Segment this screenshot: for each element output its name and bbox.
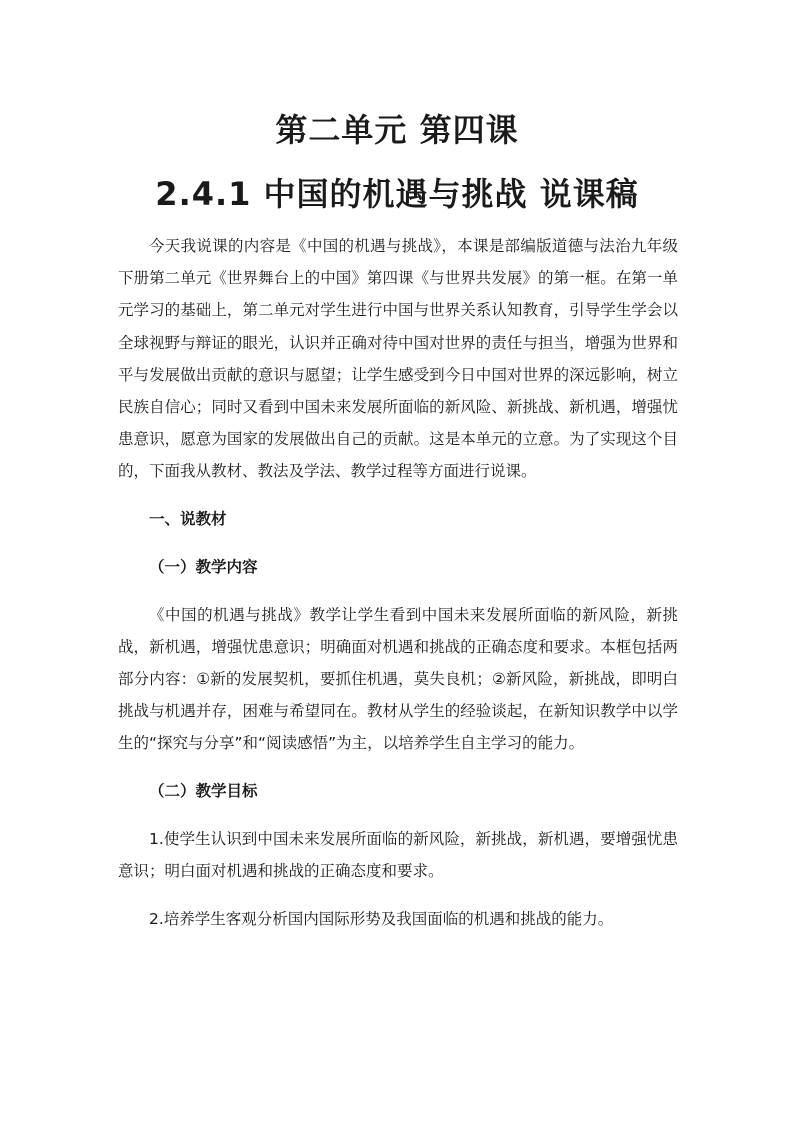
goal-item-2: 2.培养学生客观分析国内国际形势及我国面临的机遇和挑战的能力。 — [149, 909, 614, 928]
document-title: 2.4.1 中国的机遇与挑战 说课稿 — [155, 175, 639, 213]
subsection-heading-content: （一）教学内容 — [149, 557, 258, 576]
content-paragraph: 《中国的机遇与挑战》教学让学生看到中国未来发展所面临的新风险，新挑战，新机遇，增强忧患意识；明确面对机遇和挑战的正确态度和要求。本框包括两部分内容：①新的发展契机，要抓住机遇，莫失良机；②新风险，新挑战，即明白挑战与机遇并存，困难与希望同在。教材从学生的经验谈起，在新知识教学中以学生的“探究与分享”和“阅读感悟”为主，以培养学生自主学习的能力。 — [118, 605, 678, 753]
intro-paragraph: 今天我说课的内容是《中国的机遇与挑战》，本课是部编版道德与法治九年级下册第二单元《世界舞台上的中国》第四课《与世界共发展》的第一框。在第一单元学习的基础上，第二单元对学生进行中国与世界关系认知教育，引导学生学会以全球视野与辩证的眼光，认识并正确对待中国对世界的责任与担当，增强为世界和平与发展做出贡献的意识与愿望；让学生感受到今日中国对世界的深远影响，树立民族自信心；同时又看到中国未来发展所面临的新风险、新挑战、新机遇，增强忧患意识，愿意为国家的发展做出自己的贡献。这是本单元的立意。为了实现这个目的，下面我从教材、教法及学法、教学过程等方面进行说课。 — [118, 237, 678, 481]
goal-item-1: 1.使学生认识到中国未来发展所面临的新风险，新挑战，新机遇，要增强忧患意识；明白面对机遇和挑战的正确态度和要求。 — [118, 829, 678, 880]
subsection-heading-goals: （二）教学目标 — [149, 782, 258, 801]
section-heading-textbook: 一、说教材 — [149, 510, 227, 529]
document-body — [118, 230, 678, 935]
unit-lesson-title: 第二单元 第四课 — [275, 111, 519, 149]
